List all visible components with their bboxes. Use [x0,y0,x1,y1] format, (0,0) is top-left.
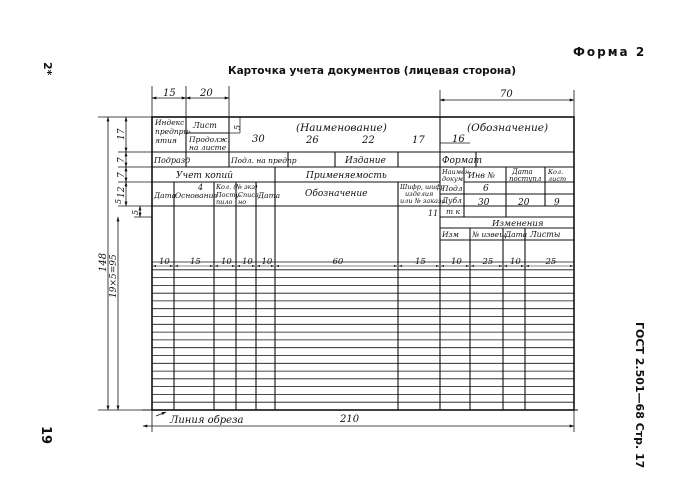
dim-4: 4 [198,183,204,192]
column-dim-label: 25 [545,257,557,267]
cell-oboznachenie-top: (Обозначение) [467,122,549,134]
cell-list: Лист [193,121,217,130]
corner-mark: 2* [41,62,54,76]
cell-podrazd: Подразд [154,156,191,165]
cell-spisano-1: Списа- [238,191,262,199]
form-label: Форма 2 [573,45,647,59]
dim-left-148: 148 [98,252,109,272]
page-number-left: 19 [38,426,53,445]
dim-26: 26 [306,135,319,146]
cell-inv-no: Инв № [468,171,496,180]
cell-listy: Листы [530,230,561,239]
gost-reference: ГОСТ 2.501—68 Стр. 17 [633,322,646,469]
column-dim-label: 10 [159,257,170,267]
dim-11: 11 [428,209,439,218]
dim-left-7b: 7 [117,172,127,178]
column-dim-label: 15 [190,257,201,267]
cell-postupilo-1: Посту- [216,191,242,199]
dim-6: 6 [483,184,489,194]
cell-index-3: ятия [155,136,177,145]
dim-5: 5 [233,124,242,130]
cell-naimen-2: докум [442,175,464,183]
cell-data3: Дата [505,230,528,239]
cell-spisano-2: но [238,198,247,206]
dim-r20: 20 [518,198,530,208]
table-body-lines [152,262,574,410]
column-dim-label: 10 [451,257,462,267]
column-dim-label: 10 [221,257,232,267]
page-title: Карточка учета документов (лицевая сторона) [228,65,517,77]
cell-data2: Дата [258,191,281,200]
cell-tk: т к [446,207,460,216]
column-dim-label: 10 [242,257,253,267]
cell-izmeneniya: Изменения [492,219,544,229]
cell-kol-list-2: лист [548,175,567,183]
dim-22: 22 [362,135,375,146]
trim-line-label: Линия обреза [170,415,244,426]
dim-210: 210 [340,414,360,425]
cell-prodolzh-2: на листе [189,143,227,152]
cell-dubl: Дубл [442,196,462,205]
dim-30: 30 [252,134,265,145]
dim-left-5b: 5 [114,198,123,204]
dim-left-17: 17 [117,128,127,140]
cell-podl: Подл. [442,184,465,193]
cell-index-1: Индекс [155,118,185,127]
column-dim-label: 10 [261,257,273,267]
cell-podl-na-pred: Подл. на предпр [231,156,297,165]
cell-data-postupl-1: Дата [512,168,533,176]
cell-izm: Изм [442,230,459,239]
cell-prodolzh-1: Продолж. [189,135,230,144]
dim-left-7a: 7 [117,157,127,163]
cell-uchet-kopiy: Учет копий [176,171,234,181]
cell-shifr-3: или № заказа [400,197,446,205]
cell-kol-no-ekz: Кол. (№ экз) [216,183,258,191]
cell-labels [153,118,566,239]
dim-70: 70 [500,89,513,100]
dim-20: 20 [200,88,213,99]
dim-16: 16 [452,134,465,145]
cell-naimenovanie: (Наименование) [296,122,387,134]
column-dim-label: 60 [332,257,344,267]
column-dim-label: 25 [482,257,494,267]
cell-oboznachenie: Обозначение [305,189,368,199]
cell-izdanie: Издание [345,156,386,166]
dim-r30: 30 [478,198,490,208]
dim-15: 15 [163,88,176,99]
cell-postupilo-2: пило [216,198,233,206]
cell-no-izvesch: № извещ. [472,230,510,239]
dim-left-5: 5 [131,209,140,215]
cell-format: Формат [442,156,483,166]
column-dim-label: 15 [415,257,426,267]
dim-left-19x5: 19×5=95 [109,254,119,298]
dim-17: 17 [412,135,425,146]
cell-shifr-1: Шифр, шифр [400,183,445,191]
cell-primenyaemost: Применяемость [306,171,387,181]
cell-kol-list-1: Кол. [548,168,564,176]
cell-shifr-2: изделия [405,190,434,198]
cell-data: Дата [154,191,177,200]
cell-data-postupl-2: поступл [509,175,542,183]
cell-osnovanie: Основание [175,191,218,200]
cell-index-2: предпри- [155,127,191,136]
column-dim-label: 10 [510,257,521,267]
dim-r9: 9 [554,198,560,208]
cell-naimen-1: Наимен [442,168,470,176]
dim-left-12: 12 [117,186,127,198]
